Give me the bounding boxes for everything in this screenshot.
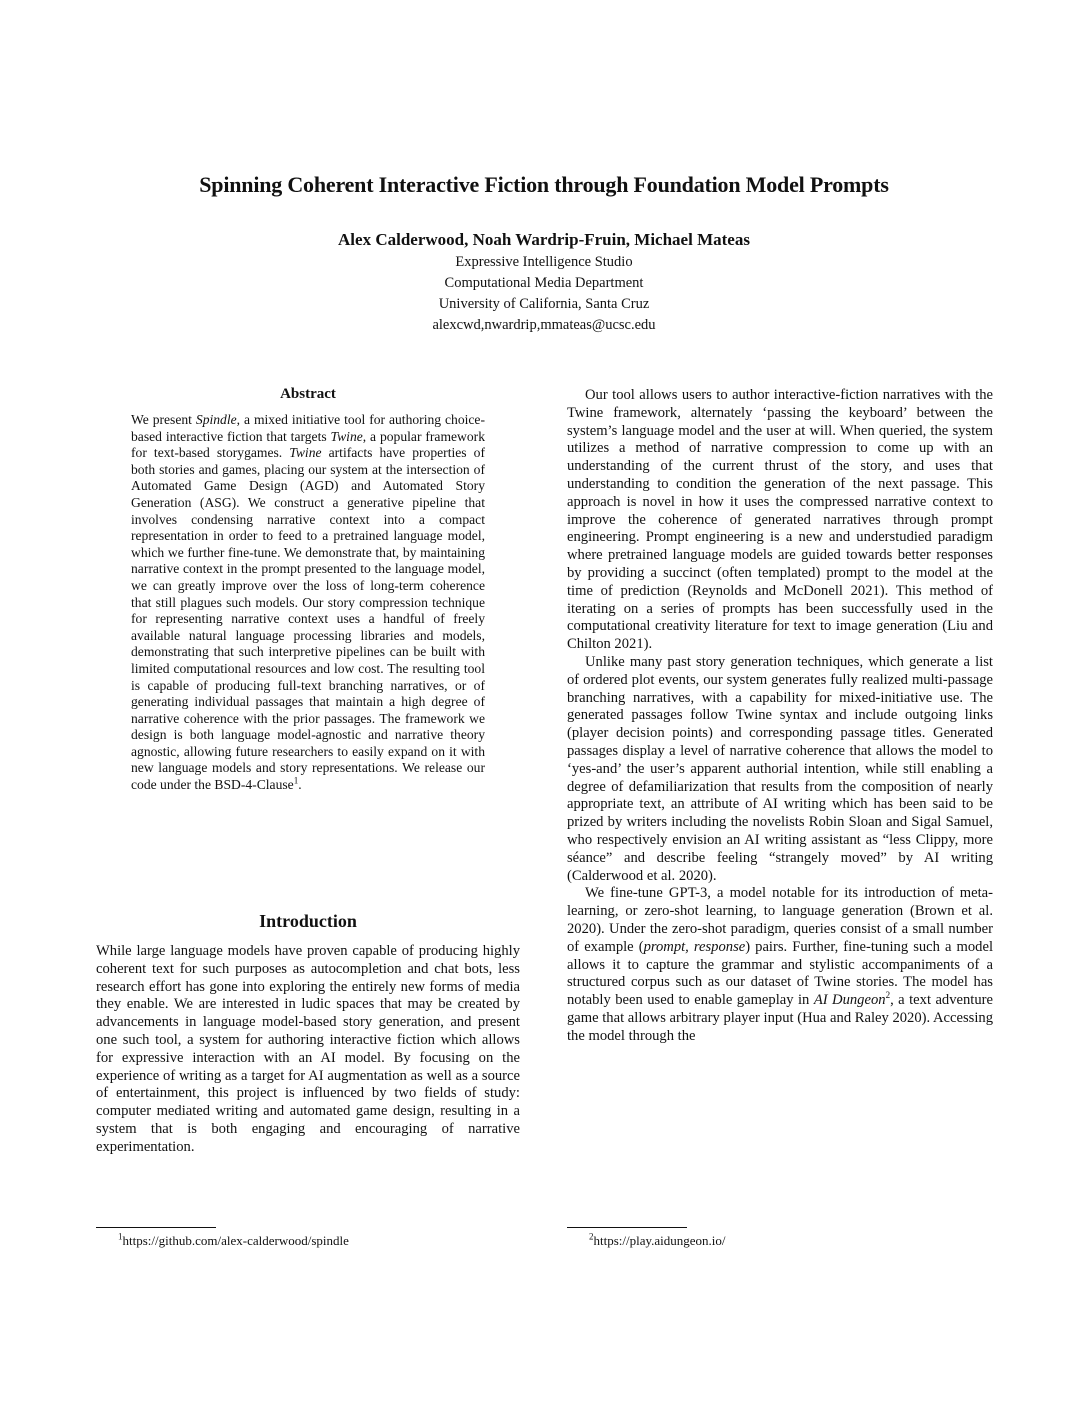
introduction-body (96, 943, 520, 1157)
right-paragraph-3: We fine-tune GPT-3, a model notable for its introduction of meta-learning, or zero-shot learning, to language generation (Brown et al. 2020). Under the zero-shot paradigm, queries consist of a small number of example (prompt, response) pairs. Further, fine-tuning such a model allows it to capture the grammar and stylistic accompaniments of a structured corpus such as our dataset of Twine stories. The model has notably been used to enable gameplay in AI Dungeon$^2$, a text adventure game that allows arbitrary player input (Hua and Raley 2020). Accessing the model through the (567, 885, 994, 1044)
affiliation-lab: Expressive Intelligence Studio (455, 254, 633, 270)
footnote-ref-2: 2 (885, 990, 891, 1001)
affiliation-university: University of California, Santa Cruz (438, 296, 650, 312)
right-paragraph-2: Unlike many past story generation techniques, which generate a list of ordered plot events, our system generates fully realized multi-passage branching narratives, with a capability for mixed-initiative use. The generated passages follow Twine syntax and include outgoing links (player decision points) and corresponding passage titles. Generated passages display a level of narrative coherence that allows the model to ‘yes-and’ the user’s apparent authorial intention, while still enabling a degree of defamiliarization that results from the composition of nearly appropriate text, an attribute of AI writing which has been said to be prized by writers including the novelists Robin Sloan and Sigal Samuel, who respectively envision an AI writing assistant as “less Clippy, more séance” and describe feeling “strangely moved” by AI writing (Calderwood et al. 2020). (567, 653, 993, 884)
right-paragraph-1: Our tool allows users to author interactive-fiction narratives with the Twine framework, alternately ‘passing the keyboard’ between the system’s language model and the user at will. When queried, the system utilizes a method of narrative compression to come up with an understanding of the current thrust of the story, and uses that understanding to condition the generation of the next passage. This approach is novel in how it uses the compressed narrative context to improve the coherence of generated narratives through prompt engineering. Prompt engineering is a new and understudied paradigm where pretrained language models are guided towards better responses by providing a succinct (often templated) prompt to the model at the time of prediction (Reynolds and McDonell 2021). This method of iterating on a series of prompts has been successfully used in the computational creativity literature for text to image generation (Liu and Chilton 2021). (567, 387, 993, 653)
paper-title: Spinning Coherent Interactive Fiction through Foundation Model Prompts (199, 172, 889, 197)
footnote-2: $^2$https://play.aidungeon.io/ (589, 1231, 726, 1248)
author-emails: alexcwd,nwardrip,mmateas@ucsc.edu (432, 317, 656, 333)
footnote-rule-left (96, 1227, 216, 1228)
right-column-body (567, 387, 993, 1045)
abstract-body: We present Spindle, a mixed initiative tool for authoring choice-based interactive fiction that targets Twine, a popular framework for text-based storygames. Twine artifacts have properties of both stories and games, placing our system at the intersection of Automated Game Design (AGD) and Automated Story Generation (ASG). We construct a generative pipeline that involves condensing narrative context into a compact representation in order to feed to a pretrained language model, which we further fine-tune. We demonstrate that, by maintaining narrative context in the prompt presented to the language model, we can greatly improve over the loss of long-term coherence that still plagues such models. Our story compression technique for representing narrative context uses a handful of freely available natural language processing libraries and models, demonstrating that such interpretive pipelines can be built with limited computational resources and low cost. The resulting tool is capable of producing full-text branching narratives, or of generating individual passages that maintain a high degree of narrative coherence with the prior passages. The framework we design is both language model-agnostic and narrative theory agnostic, allowing future researchers to easily expand on it with new language models and story representations. We release our code under the BSD-4-Clause$^1$. (131, 412, 485, 793)
footnote-rule-right (567, 1227, 687, 1228)
affiliation-department: Computational Media Department (444, 275, 644, 291)
footnote-ref-1: 1 (293, 775, 299, 786)
author-list: Alex Calderwood, Noah Wardrip-Fruin, Michael Mateas (338, 230, 750, 249)
affiliation-block (0, 252, 1088, 336)
introduction-heading: Introduction (259, 911, 357, 931)
intro-paragraph: While large language models have proven capable of producing highly coherent text for such purposes as autocompletion and chat bots, less research effort has gone into exploring the entirely new forms of media they enable. We are interested in ludic spaces that may be created by advancements in language model-based story generation, and present one such tool, a system for authoring interactive fiction which allows for expressive interaction with an AI model. By focusing on the experience of writing as a target for AI augmentation as well as a source of entertainment, this project is influenced by two fields of study: computer mediated writing and automated game design, resulting in a system that is both engaging and encouraging of narrative experimentation. (96, 943, 520, 1155)
abstract-heading: Abstract (280, 386, 336, 402)
footnote-1: $^1$https://github.com/alex-calderwood/spindle (118, 1231, 349, 1248)
